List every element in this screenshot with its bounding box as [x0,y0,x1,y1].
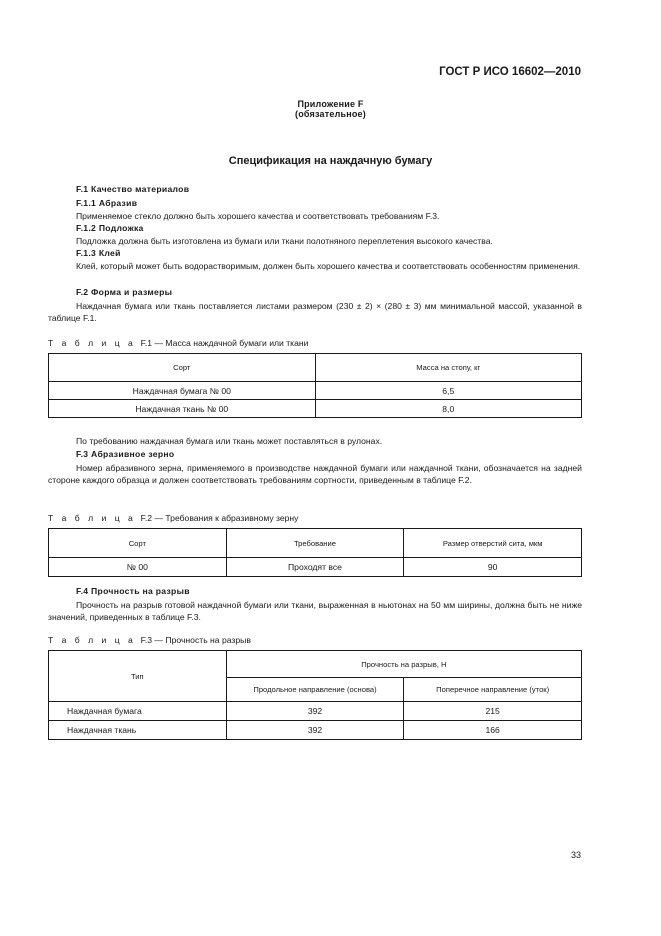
table-cell: 392 [226,702,404,721]
table-f3 [48,650,582,740]
annex-title: Приложение F [297,99,364,109]
table-cell: 8,0 [315,400,581,418]
table-f3-header-strength: Прочность на разрыв, Н [226,651,581,678]
table-cell: 6,5 [315,382,581,400]
standard-number: ГОСТ Р ИСО 16602—2010 [439,66,581,78]
table-cell: Наждачная ткань [49,721,227,740]
table-row [49,400,582,418]
table-f2-caption-prefix: Т а б л и ц а [48,513,136,523]
table-f3-header-type: Тип [49,651,227,702]
section-f13-text: Клей, который может быть водорастворимым, должен быть хорошего качества и соответствовать особенностям применения. [76,261,581,271]
table-cell: 166 [404,721,582,740]
annex-subtitle: (обязательное) [295,109,366,119]
table-f1-header: Сорт [49,354,316,382]
table-f1-caption-text: F.1 — Масса наждачной бумаги или ткани [140,338,309,348]
table-cell: Наждачная ткань № 00 [49,400,316,418]
table-f2-caption [48,513,298,523]
table-f2-caption-text: F.2 — Требования к абразивному зерну [140,513,299,523]
table-f1-caption-prefix: Т а б л и ц а [48,338,136,348]
section-f13-heading: F.1.3 Клей [76,248,121,258]
table-f3-caption [48,635,251,645]
table-f3-caption-text: F.3 — Прочность на разрыв [140,635,251,645]
table-cell: Наждачная бумага [49,702,227,721]
table-f2-header: Размер отверстий сита, мкм [404,529,582,558]
table-f3-subheader: Поперечное направление (уток) [404,678,582,702]
table-row [49,382,582,400]
table-cell: 90 [404,558,582,577]
table-cell: № 00 [49,558,227,577]
table-f1 [48,353,582,418]
section-f2-text: Наждачная бумага или ткань поставляется листами размером (230 ± 2) × (280 ± 3) мм минимальной массой, указанной в таблице F.1. [48,301,582,323]
section-f12-heading: F.1.2 Подложка [76,223,144,233]
section-f2-heading: F.2 Форма и размеры [76,287,173,297]
section-f3-heading: F.3 Абразивное зерно [76,449,175,459]
table-cell: 392 [226,721,404,740]
table-cell: Наждачная бумага № 00 [49,382,316,400]
table-row [49,558,582,577]
table-cell: Проходят все [226,558,404,577]
section-f4-text: Прочность на разрыв готовой наждачной бумаги или ткани, выраженная в ньютонах на 50 мм ширины, должна быть не ниже значений, приведенных в таблице F.3. [48,600,582,622]
section-f4-heading: F.4 Прочность на разрыв [76,586,190,596]
specification-title: Спецификация на наждачную бумагу [228,155,433,167]
section-f2-rolls-text: По требованию наждачная бумага или ткань может поставляться в рулонах. [76,436,383,446]
table-f2 [48,528,582,577]
table-f2-header: Сорт [49,529,227,558]
table-f3-caption-prefix: Т а б л и ц а [48,635,136,645]
section-f11-heading: F.1.1 Абразив [76,198,138,208]
page-number: 33 [570,850,581,860]
table-row [49,721,582,740]
table-f2-header: Требование [226,529,404,558]
section-f1-heading: F.1 Качество материалов [76,184,190,194]
table-f3-subheader: Продольное направление (основа) [226,678,404,702]
table-cell: 215 [404,702,582,721]
section-f3-text: Номер абразивного зерна, применяемого в производстве наждачной бумаги или наждачной ткани, обозначается на задней стороне каждого образца и должен соответствовать требованиям сортности, приведенным в таблице F.2. [48,463,582,485]
table-f1-caption [48,338,308,348]
table-row [49,702,582,721]
section-f12-text: Подложка должна быть изготовлена из бумаги или ткани полотняного переплетения высокого качества. [76,236,493,246]
table-f1-header: Масса на стопу, кг [315,354,581,382]
section-f11-text: Применяемое стекло должно быть хорошего качества и соответствовать требованиям F.3. [76,211,440,221]
